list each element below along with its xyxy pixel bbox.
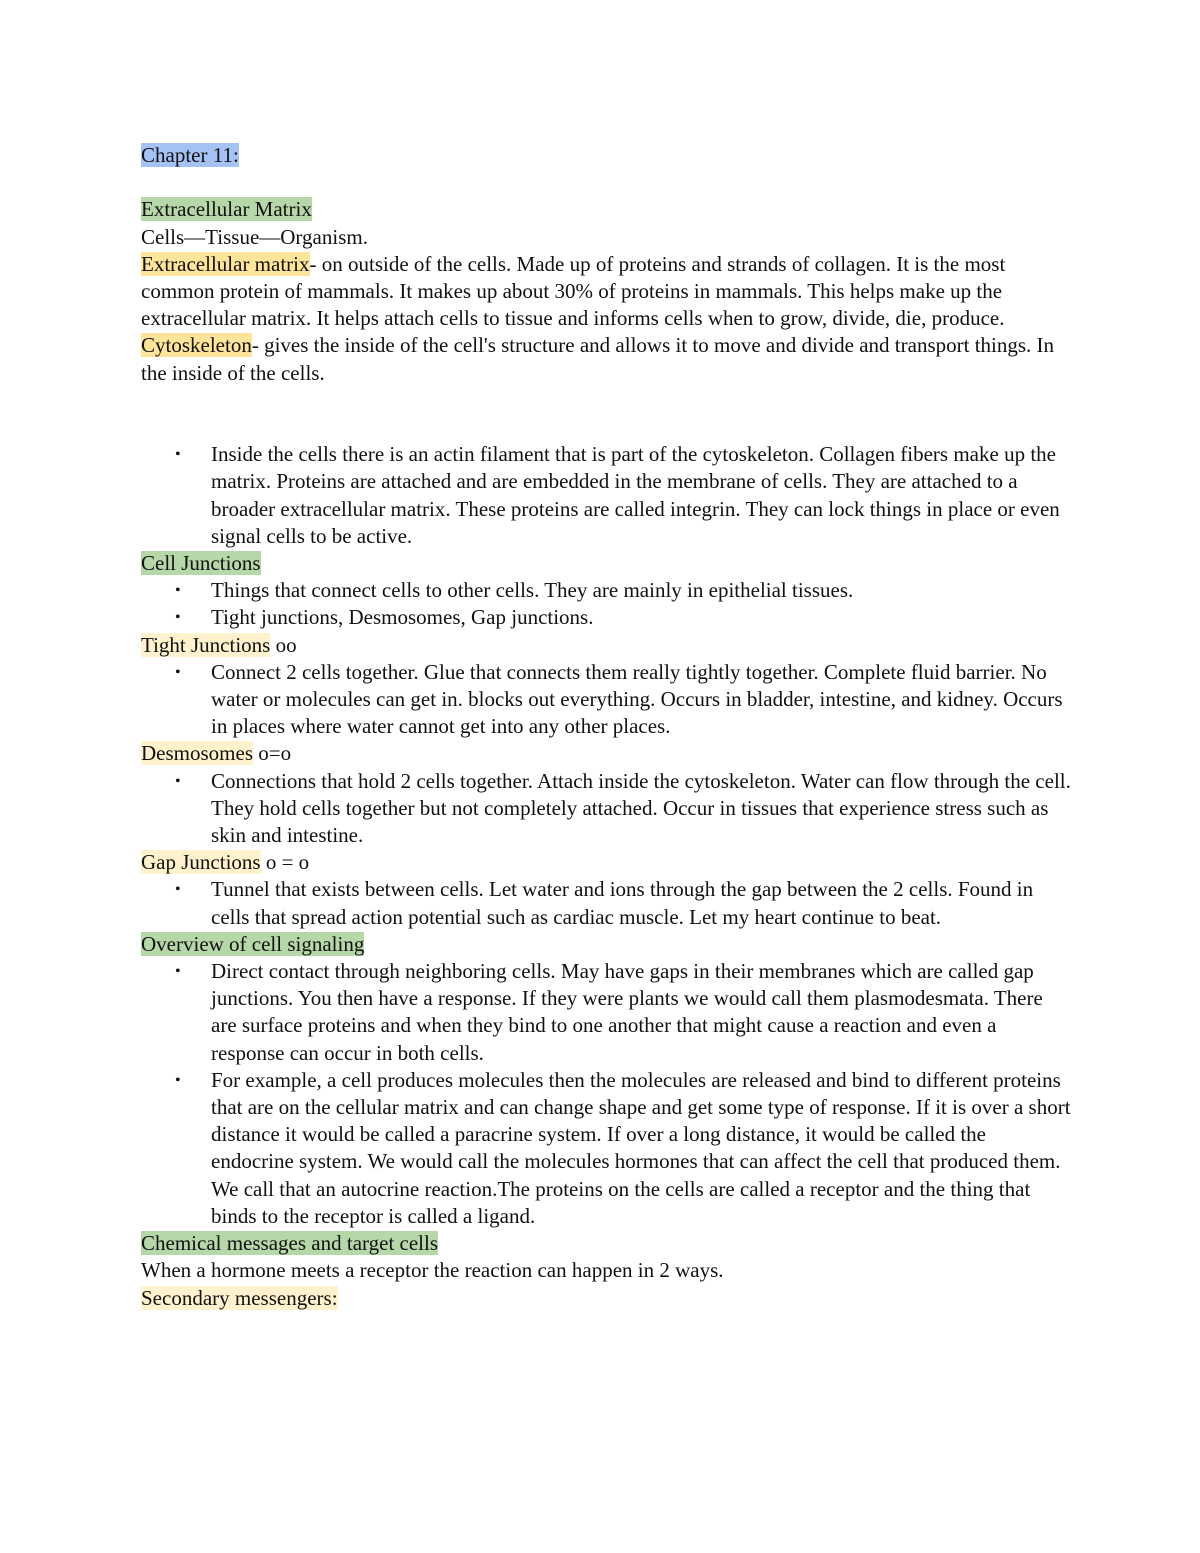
ecm-definition-text: - on outside of the cells. Made up of proteins and strands of collagen. It is the most common protein of mammals. It makes up about 30% of proteins in mammals. This helps make up the extracellular matrix. It helps attach cells to tissue and informs cells when to grow, divide, die, produce. (141, 251, 1006, 331)
section-heading-gap-junctions: Gap Junctions o = o (141, 850, 310, 875)
ecm-definition (141, 251, 1071, 333)
tight-junctions-symbol: oo (270, 632, 297, 657)
list-item: • Connections that hold 2 cells together. Attach inside the cytoskeleton. Water can flow through the cell. They hold cells together but not completely attached. Occur in tissues that experience stress such as skin and intestine. (175, 768, 1071, 848)
section-heading-tight-junctions: Tight Junctions oo (141, 632, 297, 657)
list-item: • Tight junctions, Desmosomes, Gap junctions. (141, 604, 1071, 631)
list-item: • Connect 2 cells together. Glue that connects them really tightly together. Complete fluid barrier. No water or molecules can get in. blocks out everything. Occurs in bladder, intestine, and kidney. Occurs in places where water cannot get into any other places. (175, 659, 1063, 739)
cell-signaling-bullet-list (141, 958, 1071, 1230)
cytoskeleton-definition (141, 332, 1071, 386)
gap-junctions-bullet-list (141, 876, 1071, 930)
bullet-icon: • (175, 881, 181, 899)
spacer (141, 169, 1071, 196)
bullet-icon: • (175, 582, 181, 600)
cytoskeleton-definition-text: - gives the inside of the cell's structure and allows it to move and divide and transport things. In the inside of the cells. (141, 333, 1055, 385)
bullet-icon: • (175, 663, 181, 681)
chemical-messages-text: When a hormone meets a receptor the reaction can happen in 2 ways. (141, 1258, 724, 1283)
section-heading-cell-junctions: Cell Junctions (141, 551, 261, 576)
list-item: • For example, a cell produces molecules then the molecules are released and bind to different proteins that are on the cellular matrix and can change shape and get some type of response. If it is over a short distance it would be called a paracrine system. If over a long distance, it would be called the endocrine system. We would call the molecules hormones that can affect the cell that produced them. We call that an autocrine reaction.The proteins on the cells are called a receptor and the thing that binds to the receptor is called a ligand. (175, 1067, 1071, 1228)
bullet-icon: • (175, 446, 181, 464)
bullet-icon: • (175, 609, 181, 627)
section-heading-ecm: Extracellular Matrix (141, 197, 312, 222)
bullet-icon: • (175, 963, 181, 981)
cytoskeleton-term: Cytoskeleton (141, 333, 252, 358)
ecm-term: Extracellular matrix (141, 251, 310, 276)
chapter-title: Chapter 11: (141, 143, 239, 167)
gap-junctions-symbol: o = o (260, 850, 310, 875)
section-heading-cell-signaling: Overview of cell signaling (141, 931, 365, 956)
bullet-icon: • (175, 772, 181, 790)
tight-junctions-bullet-list (141, 659, 1071, 741)
bullet-icon: • (175, 1071, 181, 1089)
section-heading-chemical-messages: Chemical messages and target cells (141, 1231, 439, 1256)
section-heading-desmosomes: Desmosomes o=o (141, 741, 292, 766)
desmosomes-symbol: o=o (253, 741, 292, 766)
subheading-secondary-messengers: Secondary messengers: (141, 1285, 338, 1310)
spacer (141, 387, 1071, 441)
list-item: • Things that connect cells to other cells. They are mainly in epithelial tissues. (141, 577, 1071, 604)
hierarchy-line: Cells—Tissue—Organism. (141, 224, 368, 249)
list-item: • Tunnel that exists between cells. Let water and ions through the gap between the 2 cells. Found in cells that spread action potential such as cardiac muscle. Let my heart continue to beat. (175, 877, 1034, 929)
ecm-bullet-list (141, 441, 1071, 550)
desmosomes-bullet-list (141, 768, 1071, 850)
list-item: • Inside the cells there is an actin filament that is part of the cytoskeleton. Collagen fibers make up the matrix. Proteins are attached and are embedded in the membrane of cells. They are attached to a broader extracellular matrix. These proteins are called integrin. They can lock things in place or even signal cells to be active. (175, 442, 1060, 548)
document-page (141, 142, 1071, 1312)
cell-junctions-bullet-list (141, 577, 1071, 631)
list-item: • Direct contact through neighboring cells. May have gaps in their membranes which are called gap junctions. You then have a response. If they were plants we would call them plasmodesmata. There are surface proteins and when they bind to one another that might cause a reaction and even a response can occur in both cells. (175, 959, 1043, 1065)
